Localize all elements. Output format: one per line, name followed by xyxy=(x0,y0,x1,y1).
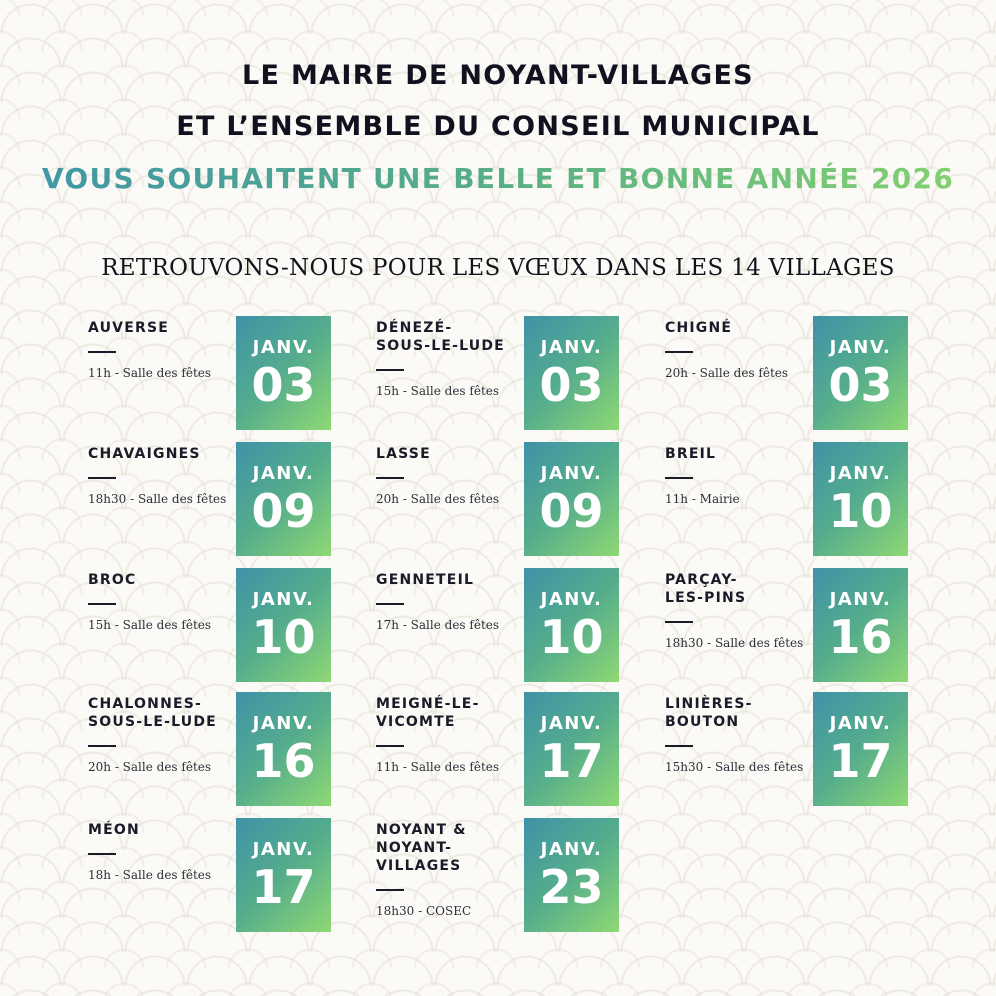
event-time-place: 15h - Salle des fêtes xyxy=(376,384,500,398)
date-badge xyxy=(236,818,331,932)
village-label: AUVERSE xyxy=(88,320,169,336)
event-time-place: 18h30 - Salle des fêtes xyxy=(88,492,227,506)
event-time-place: 18h30 - Salle des fêtes xyxy=(665,636,804,650)
divider-dash xyxy=(376,603,404,605)
date-badge xyxy=(524,692,619,806)
date-month: JANV. xyxy=(252,713,315,734)
village-name xyxy=(665,571,815,652)
header-line-2: ET L’ENSEMBLE DU CONSEIL MUNICIPAL xyxy=(176,111,820,142)
date-month: JANV. xyxy=(540,463,603,484)
village-name xyxy=(665,695,815,776)
date-badge xyxy=(524,818,619,932)
date-badge xyxy=(813,316,908,430)
event-time-place: 11h - Salle des fêtes xyxy=(88,366,212,380)
village-label: CHAVAIGNES xyxy=(88,446,201,462)
date-day: 16 xyxy=(251,734,316,788)
village-label: MEIGNÉ-LE- VICOMTE xyxy=(376,696,480,730)
event-time-place: 15h30 - Salle des fêtes xyxy=(665,760,804,774)
date-day: 09 xyxy=(251,484,316,538)
date-day: 03 xyxy=(251,358,316,412)
event-time-place: 18h - Salle des fêtes xyxy=(88,868,212,882)
header-line-greeting: VOUS SOUHAITENT UNE BELLE ET BONNE ANNÉE 2026 xyxy=(0,162,996,195)
event-time-place: 17h - Salle des fêtes xyxy=(376,618,500,632)
village-label: CHIGNÉ xyxy=(665,320,733,336)
village-name xyxy=(376,571,526,634)
divider-dash xyxy=(376,369,404,371)
date-day: 23 xyxy=(539,860,604,914)
date-month: JANV. xyxy=(252,463,315,484)
village-label: DÉNEZÉ- SOUS-LE-LUDE xyxy=(376,320,505,354)
date-badge xyxy=(236,442,331,556)
divider-dash xyxy=(376,889,404,891)
date-month: JANV. xyxy=(829,463,892,484)
date-day: 03 xyxy=(828,358,893,412)
divider-dash xyxy=(88,477,116,479)
village-label: BROC xyxy=(88,572,137,588)
date-day: 16 xyxy=(828,610,893,664)
date-month: JANV. xyxy=(252,839,315,860)
village-label: CHALONNES- SOUS-LE-LUDE xyxy=(88,696,217,730)
event-time-place: 15h - Salle des fêtes xyxy=(88,618,212,632)
divider-dash xyxy=(665,621,693,623)
date-day: 03 xyxy=(539,358,604,412)
village-name xyxy=(88,821,238,884)
date-month: JANV. xyxy=(540,839,603,860)
event-time-place: 20h - Salle des fêtes xyxy=(665,366,789,380)
date-badge xyxy=(236,692,331,806)
village-name xyxy=(376,319,526,400)
divider-dash xyxy=(665,477,693,479)
subtitle: RETROUVONS-NOUS POUR LES VŒUX DANS LES 14 VILLAGES xyxy=(101,255,895,281)
event-time-place: 11h - Salle des fêtes xyxy=(376,760,500,774)
date-month: JANV. xyxy=(252,589,315,610)
village-name xyxy=(88,445,238,508)
date-day: 10 xyxy=(251,610,316,664)
divider-dash xyxy=(88,603,116,605)
date-badge xyxy=(524,442,619,556)
date-month: JANV. xyxy=(540,337,603,358)
divider-dash xyxy=(665,351,693,353)
date-badge xyxy=(813,692,908,806)
event-time-place: 18h30 - COSEC xyxy=(376,904,472,918)
village-label: MÉON xyxy=(88,822,140,838)
village-name xyxy=(88,695,238,776)
date-day: 17 xyxy=(539,734,604,788)
village-label: BREIL xyxy=(665,446,717,462)
village-name xyxy=(88,571,238,634)
date-day: 17 xyxy=(251,860,316,914)
date-day: 10 xyxy=(539,610,604,664)
village-name xyxy=(376,695,526,776)
village-label: LINIÈRES- BOUTON xyxy=(665,696,753,730)
village-name xyxy=(665,319,815,382)
event-time-place: 20h - Salle des fêtes xyxy=(88,760,212,774)
village-name xyxy=(376,821,526,920)
date-month: JANV. xyxy=(829,337,892,358)
divider-dash xyxy=(376,477,404,479)
date-month: JANV. xyxy=(252,337,315,358)
village-name xyxy=(376,445,526,508)
village-name xyxy=(88,319,238,382)
date-badge xyxy=(524,316,619,430)
village-label: LASSE xyxy=(376,446,431,462)
divider-dash xyxy=(665,745,693,747)
date-month: JANV. xyxy=(540,713,603,734)
village-label: GENNETEIL xyxy=(376,572,475,588)
divider-dash xyxy=(88,351,116,353)
date-badge xyxy=(524,568,619,682)
date-badge xyxy=(813,442,908,556)
date-badge xyxy=(813,568,908,682)
date-day: 09 xyxy=(539,484,604,538)
date-badge xyxy=(236,316,331,430)
date-month: JANV. xyxy=(829,713,892,734)
divider-dash xyxy=(88,745,116,747)
date-month: JANV. xyxy=(829,589,892,610)
divider-dash xyxy=(88,853,116,855)
event-time-place: 11h - Mairie xyxy=(665,492,740,506)
date-day: 17 xyxy=(828,734,893,788)
divider-dash xyxy=(376,745,404,747)
date-day: 10 xyxy=(828,484,893,538)
date-badge xyxy=(236,568,331,682)
event-time-place: 20h - Salle des fêtes xyxy=(376,492,500,506)
village-label: PARÇAY- LES-PINS xyxy=(665,572,747,606)
village-name xyxy=(665,445,815,508)
date-month: JANV. xyxy=(540,589,603,610)
header-line-1: LE MAIRE DE NOYANT-VILLAGES xyxy=(242,60,754,91)
village-label: NOYANT & NOYANT- VILLAGES xyxy=(376,822,467,874)
